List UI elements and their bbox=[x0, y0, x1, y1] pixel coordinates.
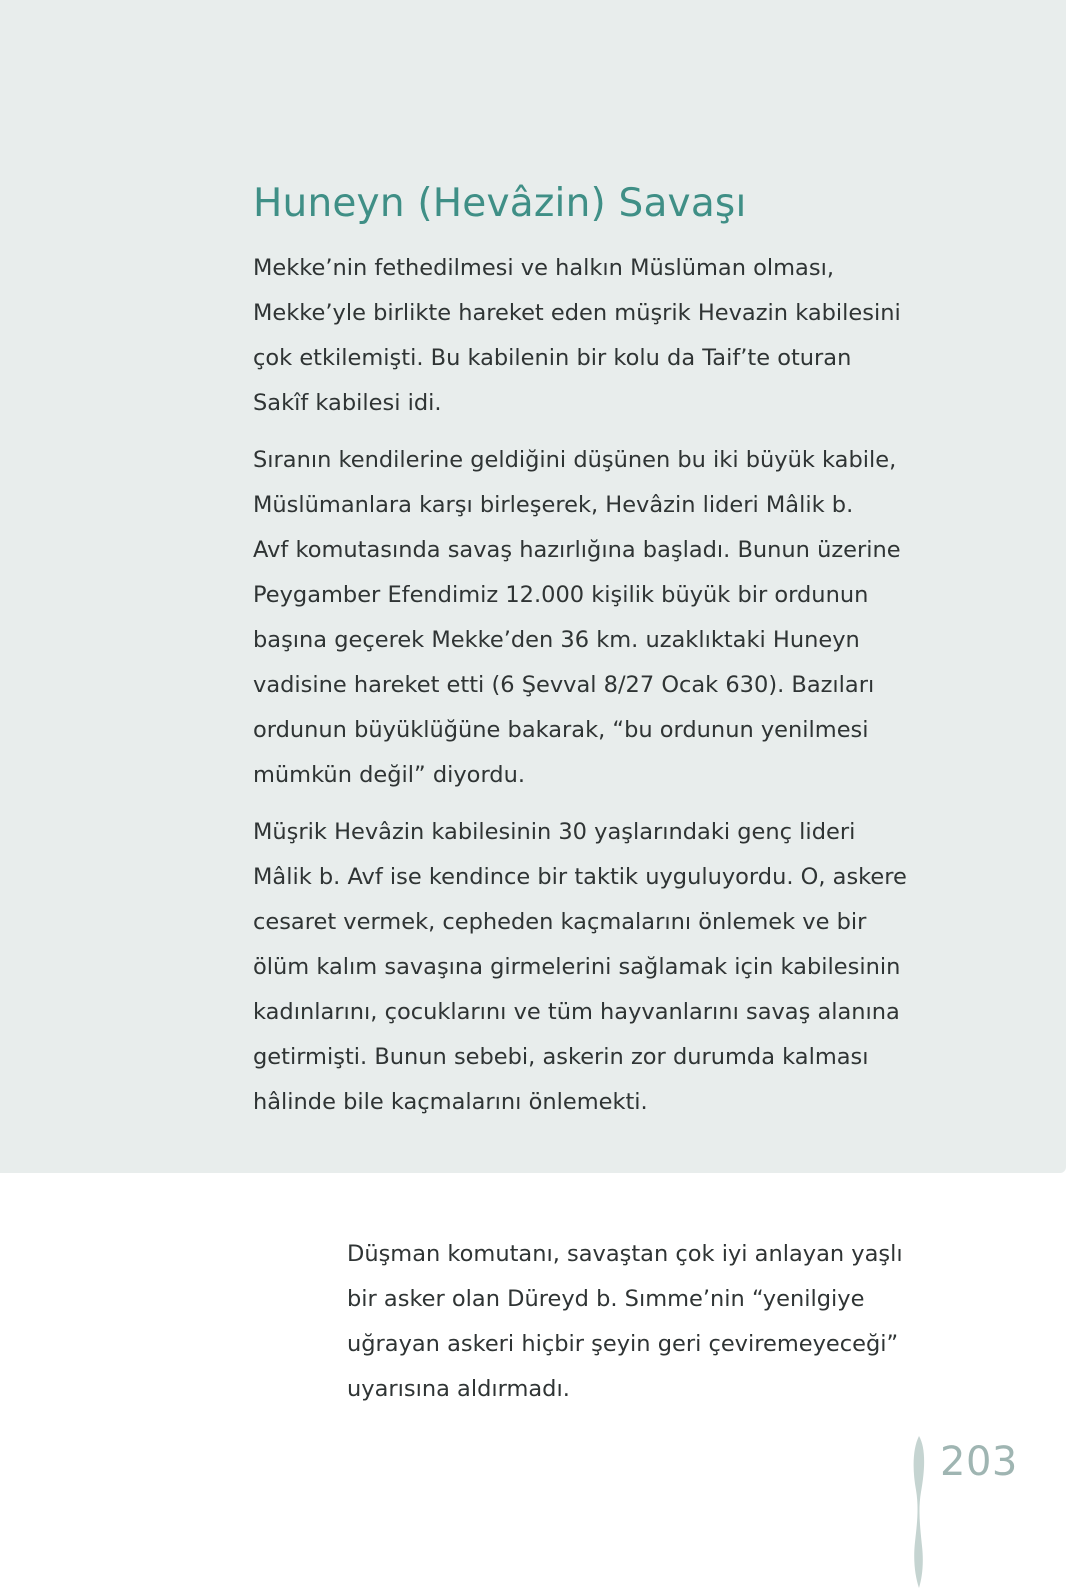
quote-line: bir asker olan Düreyd b. Sımme’nin “yenilgiye bbox=[347, 1286, 865, 1312]
text-line: Müslümanlara karşı birleşerek, Hevâzin lideri Mâlik b. bbox=[253, 492, 854, 518]
leaf-ornament-icon bbox=[910, 1436, 928, 1588]
text-line: Müşrik Hevâzin kabilesinin 30 yaşlarındaki genç lideri bbox=[253, 819, 856, 845]
paragraph-1 bbox=[253, 246, 903, 426]
text-line: kadınlarını, çocuklarını ve tüm hayvanlarını savaş alanına bbox=[253, 999, 900, 1025]
paragraph-2 bbox=[253, 438, 903, 798]
text-line: mümkün değil” diyordu. bbox=[253, 762, 525, 788]
text-line: hâlinde bile kaçmalarını önlemekti. bbox=[253, 1089, 648, 1115]
text-line: Mekke’yle birlikte hareket eden müşrik Hevazin kabilesini bbox=[253, 300, 901, 326]
text-line: Avf komutasında savaş hazırlığına başladı. Bunun üzerine bbox=[253, 537, 901, 563]
quote-line: Düşman komutanı, savaştan çok iyi anlayan yaşlı bbox=[347, 1241, 903, 1267]
text-line: ordunun büyüklüğüne bakarak, “bu ordunun yenilmesi bbox=[253, 717, 869, 743]
text-line: ölüm kalım savaşına girmelerini sağlamak için kabilesinin bbox=[253, 954, 901, 980]
text-line: Sakîf kabilesi idi. bbox=[253, 390, 442, 416]
quote-line: uğrayan askeri hiçbir şeyin geri çeviremeyeceği” bbox=[347, 1331, 899, 1357]
text-line: başına geçerek Mekke’den 36 km. uzaklıktaki Huneyn bbox=[253, 627, 860, 653]
page-number: 203 bbox=[940, 1439, 1018, 1485]
text-line: çok etkilemişti. Bu kabilenin bir kolu da Taif’te oturan bbox=[253, 345, 852, 371]
text-line: Peygamber Efendimiz 12.000 kişilik büyük bir ordunun bbox=[253, 582, 869, 608]
text-line: Sıranın kendilerine geldiğini düşünen bu iki büyük kabile, bbox=[253, 447, 897, 473]
section-title: Huneyn (Hevâzin) Savaşı bbox=[253, 181, 747, 226]
quote-line: uyarısına aldırmadı. bbox=[347, 1376, 570, 1402]
quote-paragraph bbox=[347, 1232, 907, 1412]
quote-block bbox=[347, 1232, 907, 1412]
text-line: vadisine hareket etti (6 Şevval 8/27 Ocak 630). Bazıları bbox=[253, 672, 875, 698]
text-line: cesaret vermek, cepheden kaçmalarını önlemek ve bir bbox=[253, 909, 867, 935]
text-line: getirmişti. Bunun sebebi, askerin zor durumda kalması bbox=[253, 1044, 869, 1070]
text-line: Mekke’nin fethedilmesi ve halkın Müslüman olması, bbox=[253, 255, 834, 281]
text-line: Mâlik b. Avf ise kendince bir taktik uyguluyordu. O, askere bbox=[253, 864, 907, 890]
section-body bbox=[253, 246, 907, 1137]
paragraph-3 bbox=[253, 810, 907, 1125]
